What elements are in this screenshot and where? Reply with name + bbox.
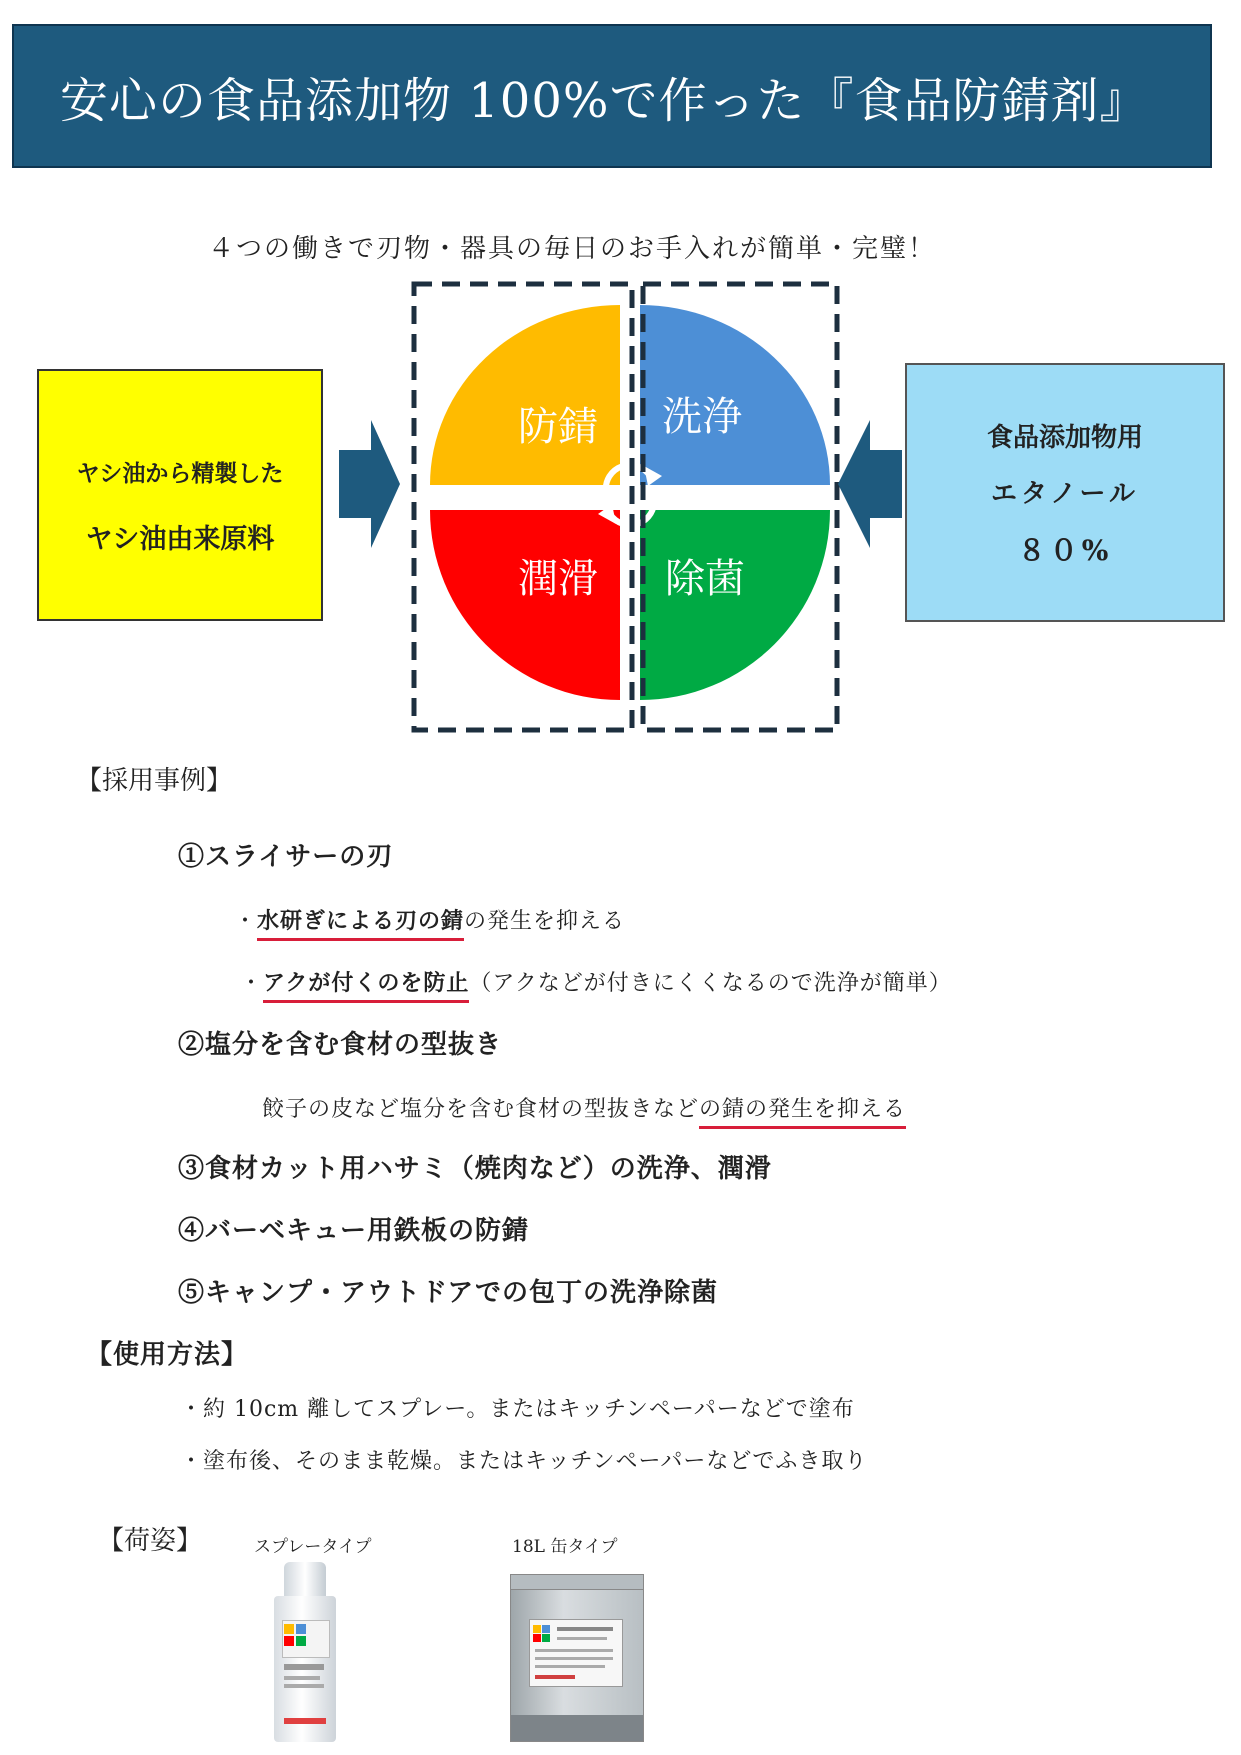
usage-line1: ・約 10cm 離してスプレー。またはキッチンペーパーなどで塗布 <box>180 1397 855 1422</box>
case4-title: ④バーベキュー用鉄板の防錆 <box>178 1216 530 1246</box>
quadrant-bottom-right <box>640 510 830 700</box>
case2-line1 <box>262 1092 906 1123</box>
case1-line1 <box>234 904 625 935</box>
case1-line2-emphasis: アクが付くのを防止 <box>263 970 469 1003</box>
ethanol-line1: 食品添加物用 <box>986 423 1143 453</box>
quadrant-bottom-left <box>430 510 620 700</box>
right-arrow-icon <box>339 420 400 548</box>
case2-line1-emphasis: の錆の発生を抑える <box>699 1097 906 1129</box>
quadrant-top-left <box>430 305 620 485</box>
case1-title: ①スライサーの刃 <box>178 842 394 872</box>
case3-title: ③食材カット用ハサミ（焼肉など）の洗浄、潤滑 <box>178 1154 772 1184</box>
coconut-oil-line1: ヤシ油から精製した <box>76 460 284 487</box>
subtitle: ４つの働きで刃物・器具の毎日のお手入れが簡単・完璧！ <box>208 234 937 264</box>
bullet: ・ <box>240 971 264 996</box>
spray-can-image <box>270 1560 340 1744</box>
case1-line1-emphasis: 水研ぎによる刃の錆 <box>257 908 464 941</box>
ethanol-line3: ８０% <box>1017 534 1113 567</box>
case5-title: ⑤キャンプ・アウトドアでの包丁の洗浄除菌 <box>178 1278 719 1308</box>
ethanol-line2: エタノール <box>991 479 1139 509</box>
18l-can-image <box>510 1574 644 1742</box>
label-rust-prevention: 防錆 <box>518 404 598 450</box>
can-caption: 18L 缶タイプ <box>512 1537 618 1557</box>
label-sterilization: 除菌 <box>665 556 745 602</box>
case2-title: ②塩分を含む食材の型抜き <box>178 1030 503 1060</box>
coconut-oil-line2: ヤシ油由来原料 <box>85 524 275 555</box>
bullet: ・ <box>234 909 258 934</box>
adoption-label: 【採用事例】 <box>76 766 233 796</box>
case1-line2 <box>240 966 952 997</box>
function-diagram <box>0 270 1241 740</box>
case1-line1-rest: の発生を抑える <box>464 909 626 934</box>
left-arrow-icon <box>838 420 902 548</box>
spray-caption: スプレータイプ <box>254 1537 372 1557</box>
case1-line2-rest: （アクなどが付きにくくなるので洗浄が簡単） <box>469 971 952 996</box>
usage-label: 【使用方法】 <box>86 1340 249 1370</box>
usage-line2: ・塗布後、そのまま乾燥。またはキッチンペーパーなどでふき取り <box>180 1449 868 1474</box>
label-cleaning: 洗浄 <box>662 394 742 440</box>
page-title: 安心の食品添加物 100%で作った『食品防錆剤』 <box>60 73 1149 129</box>
case2-line1-pre: 餃子の皮など塩分を含む食材の型抜きなど <box>262 1097 700 1122</box>
packaging-label: 【荷姿】 <box>98 1526 203 1556</box>
label-lubrication: 潤滑 <box>518 556 598 602</box>
